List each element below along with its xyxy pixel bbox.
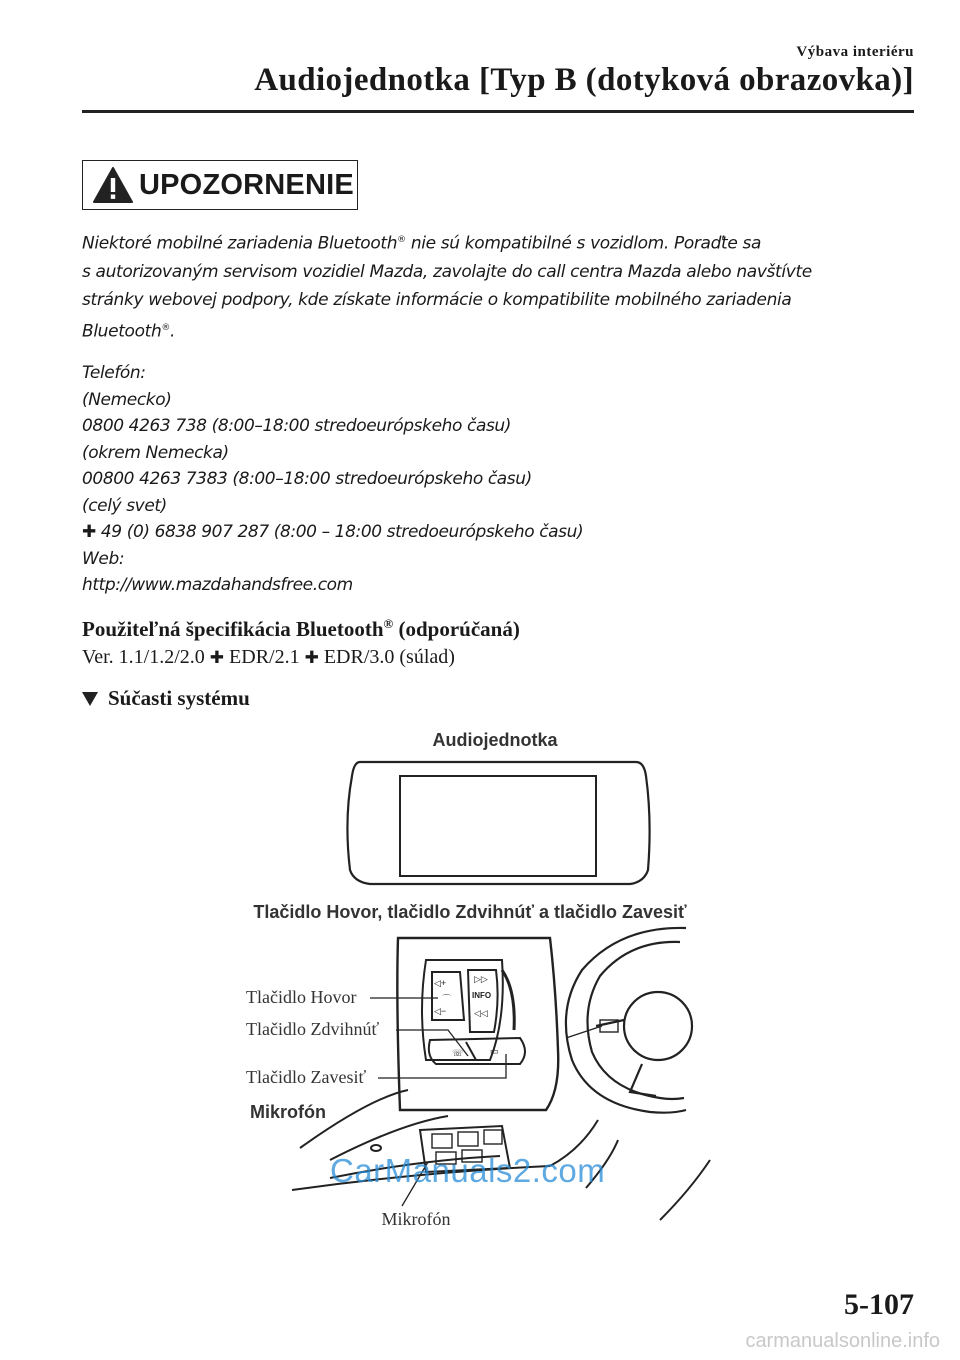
pickup-button-label: Tlačidlo Zdvihnúť [246,1019,380,1039]
world-number-row [82,519,902,546]
warning-triangle-icon [91,165,135,205]
prev-track-icon: ◁◁ [474,1008,488,1018]
germany-label: (Nemecko) [82,389,172,410]
caution-text-part1: Niektoré mobilné zariadenia Bluetooth [82,233,398,254]
components-heading [82,686,250,711]
steering-button-glyphs [434,974,499,1058]
world-number: 49 (0) 6838 907 287 (8:00 – 18:00 stredoeurópskeho času) [100,522,584,542]
spec-heading-text: Použiteľná špecifikácia Bluetooth [82,617,384,641]
microphone-heading: Mikrofón [250,1102,326,1122]
components-heading-text: Súčasti systému [108,686,250,710]
outside-germany-label: (okrem Nemecka) [82,442,229,463]
caution-text [82,226,902,345]
page-header [0,0,960,120]
plus-icon: ✚ [209,648,225,668]
volume-up-icon: ◁+ [434,978,447,988]
audio-unit-illustration [347,762,649,884]
caution-line-4 [82,314,902,346]
web-url[interactable]: http://www.mazdahandsfree.com [82,575,353,595]
spec-heading-suffix: (odporúčaná) [393,617,520,641]
spec-ver-3: EDR/3.0 (súlad) [318,646,455,668]
hangup-button-label: Tlačidlo Zavesiť [246,1067,367,1087]
spec-ver-2: EDR/2.1 [224,646,305,668]
world-label: (celý svet) [82,495,167,516]
spec-ver-1: Ver. 1.1/1.2/2.0 [82,646,210,668]
plus-icon: ✚ [82,522,96,542]
watermark-site: carmanualsonline.info [745,1330,940,1352]
caution-line-2: s autorizovaným servisom vozidiel Mazda, zavolajte do call centra Mazda alebo navštívte [82,261,812,282]
talk-icon: ⌒ [442,994,452,1004]
section-title: Výbava interiéru [796,44,914,60]
phone-label: Telefón: [82,363,146,383]
wheel-callout-line [566,1026,602,1038]
caution-line-1 [82,226,902,258]
caution-period: . [170,321,176,342]
caution-line-3: stránky webovej podpory, kde získate informácie o kompatibilite mobilného zariadenia [82,289,792,310]
warning-box [82,160,358,210]
steering-wheel-illustration [566,928,692,1113]
steering-switch-illustration [397,938,558,1110]
registered-mark: ® [397,235,406,245]
info-button-glyph: INFO [472,991,492,1000]
audio-unit-label: Audiojednotka [432,730,558,750]
plus-icon: ✚ [304,648,319,668]
watermark-carmanuals: CarManuals2.com [330,1152,606,1189]
volume-down-icon: ◁− [434,1006,447,1016]
phone-hangup-icon: ▭ [490,1046,499,1056]
triangle-bullet-icon [82,692,98,706]
next-track-icon: ▷▷ [474,974,488,984]
contact-info [82,360,902,599]
spec-registered-mark: ® [383,616,394,631]
spec-heading [82,616,520,642]
outside-germany-number: 00800 4263 7383 (8:00–18:00 stredoeurópskeho času) [82,469,532,489]
microphone-callout-label: Mikrofón [381,1209,451,1229]
phone-pickup-icon: ☏ [452,1048,464,1058]
page-number: 5-107 [844,1288,914,1321]
talk-button-label: Tlačidlo Hovor [246,987,357,1007]
germany-number: 0800 4263 738 (8:00–18:00 stredoeurópskeho času) [82,416,512,436]
caution-bluetooth: Bluetooth [82,321,162,342]
web-label: Web: [82,548,125,569]
header-rule [82,110,914,113]
caution-text-part2: nie sú kompatibilné s vozidlom. Poraďte sa [405,233,762,254]
spec-version [82,646,455,669]
buttons-label: Tlačidlo Hovor, tlačidlo Zdvihnúť a tlačidlo Zavesiť [253,902,687,922]
warning-label: UPOZORNENIE [139,168,354,201]
chapter-title: Audiojednotka [Typ B (dotyková obrazovka)] [254,62,914,98]
registered-mark-2: ® [161,322,171,333]
